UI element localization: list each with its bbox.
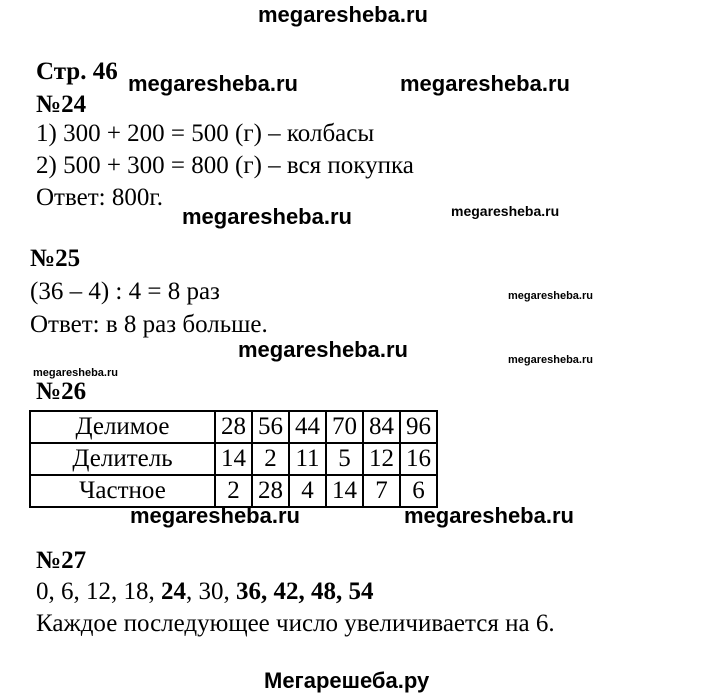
sequence-part: 12 [86, 578, 111, 605]
task25-equation: (36 – 4) : 4 = 8 раз [30, 278, 220, 305]
table-cell: 84 [363, 411, 400, 443]
watermark: megaresheba.ru [238, 337, 408, 362]
site-footer: Мегарешеба.ру [264, 668, 430, 693]
task24-answer: Ответ: 800г. [36, 184, 164, 211]
sequence-part: 18 [123, 578, 149, 605]
sequence-part: , [73, 578, 86, 605]
table-cell: 6 [400, 475, 437, 507]
site-header: megaresheba.ru [258, 2, 428, 27]
watermark: megaresheba.ru [508, 354, 593, 366]
table-cell: 4 [289, 475, 326, 507]
table-row [30, 475, 437, 507]
table-cell: 7 [363, 475, 400, 507]
sequence-part: 6 [61, 578, 74, 605]
task26-title: №26 [36, 378, 87, 405]
watermark: megaresheba.ru [33, 367, 118, 379]
table-cell: 14 [215, 443, 252, 475]
task25-title: №25 [30, 245, 81, 272]
task25-answer: Ответ: в 8 раз больше. [30, 311, 268, 338]
watermark: megaresheba.ru [508, 290, 593, 302]
sequence-part: , [48, 578, 61, 605]
watermark: megaresheba.ru [451, 203, 560, 219]
watermark: megaresheba.ru [182, 204, 352, 229]
task27-title: №27 [36, 547, 87, 574]
watermark: megaresheba.ru [400, 71, 570, 96]
sequence-part: 30 [198, 578, 224, 605]
sequence-part: , [148, 578, 161, 605]
sequence-part: , [186, 578, 199, 605]
task24-title: №24 [36, 91, 87, 118]
sequence-part-highlight: 24 [161, 578, 186, 605]
table-cell: 44 [289, 411, 326, 443]
row-label-quotient: Частное [30, 475, 215, 507]
table-cell: 96 [400, 411, 437, 443]
table-row [30, 443, 437, 475]
sequence-part: , [111, 578, 124, 605]
table-cell: 56 [252, 411, 289, 443]
watermark: megaresheba.ru [128, 71, 298, 96]
page-label: Стр. 46 [36, 58, 118, 85]
sequence-part-highlight: 36, 42, 48, 54 [236, 578, 374, 605]
division-table [29, 410, 438, 508]
table-cell: 28 [215, 411, 252, 443]
row-label-dividend: Делимое [30, 411, 215, 443]
table-cell: 2 [215, 475, 252, 507]
task27-sequence [36, 578, 374, 606]
sequence-part: 0 [36, 578, 49, 605]
sequence-part: , [223, 578, 236, 605]
row-label-divisor: Делитель [30, 443, 215, 475]
watermark: megaresheba.ru [130, 503, 300, 528]
table-cell: 2 [252, 443, 289, 475]
table-cell: 28 [252, 475, 289, 507]
table-cell: 11 [289, 443, 326, 475]
task24-line-2: 2) 500 + 300 = 800 (г) – вся покупка [36, 152, 414, 179]
table-cell: 70 [326, 411, 363, 443]
table-cell: 14 [326, 475, 363, 507]
task24-line-1: 1) 300 + 200 = 500 (г) – колбасы [36, 120, 375, 147]
table-cell: 16 [400, 443, 437, 475]
table-cell: 5 [326, 443, 363, 475]
task27-conclusion: Каждое последующее число увеличивается на 6. [36, 610, 555, 637]
table-row [30, 411, 437, 443]
table-cell: 12 [363, 443, 400, 475]
watermark: megaresheba.ru [404, 503, 574, 528]
